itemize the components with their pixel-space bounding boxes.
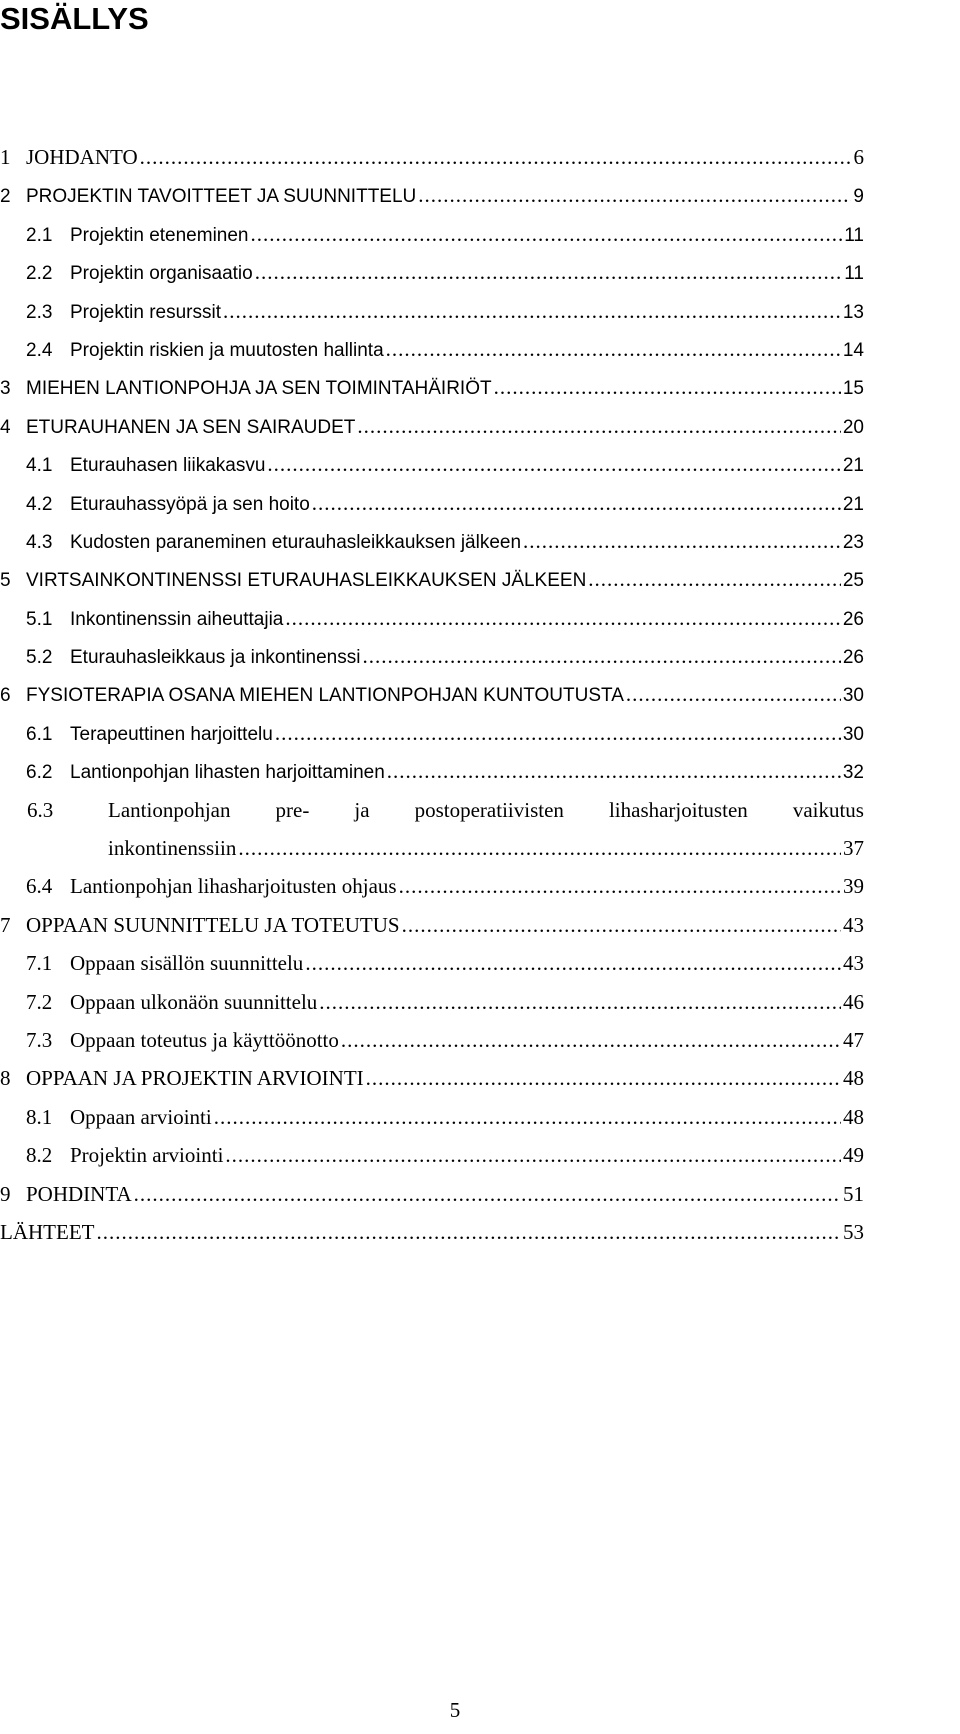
toc-entry-number: 7.1 (26, 951, 53, 976)
toc-entry-word: pre- (275, 797, 310, 822)
toc-entry-word: Lantionpohjan (108, 797, 231, 822)
toc-entry-number: 2.2 (26, 263, 53, 285)
toc-leader-dots (588, 560, 841, 598)
toc-entry-number: 6 (0, 685, 11, 707)
toc-entry-title: Projektin resurssit (70, 301, 221, 323)
toc-entry-word: vaikutus (792, 797, 864, 822)
toc-entry-title: VIRTSAINKONTINENSSI ETURAUHASLEIKKAUKSEN JÄLKEEN (26, 570, 587, 592)
toc-entry-page: 6 (853, 145, 864, 169)
toc-leader-dots (386, 330, 841, 368)
toc-entry[interactable] (0, 1213, 864, 1251)
toc-entry-title: Projektin riskien ja muutosten hallinta (70, 339, 384, 361)
toc-entry[interactable] (0, 176, 864, 214)
toc-entry-number: 7.3 (26, 1028, 53, 1052)
toc-entry-page: 11 (844, 263, 864, 285)
toc-entry-number: 1 (0, 145, 11, 169)
toc-entry-title: Terapeuttinen harjoittelu (70, 723, 273, 745)
toc-entry-number: 7 (0, 912, 11, 937)
toc-leader-dots (366, 1059, 841, 1097)
toc-entry-number: 8.1 (26, 1104, 53, 1129)
toc-entry-page: 32 (842, 762, 864, 784)
toc-entry-number: 5.2 (26, 647, 53, 669)
toc-entry-title: Projektin arviointi (70, 1143, 224, 1168)
toc-leader-dots (251, 215, 843, 253)
toc-entry-number: 2.3 (26, 301, 53, 323)
page-number: 5 (449, 1698, 461, 1722)
toc-leader-dots (402, 906, 841, 944)
toc-entry-title: POHDINTA (26, 1181, 132, 1206)
toc-entry[interactable] (0, 445, 864, 483)
toc-entry-page: 48 (843, 1104, 864, 1129)
toc-entry-title: Lantionpohjan lihasharjoitusten ohjaus (70, 874, 397, 899)
toc-entry[interactable] (0, 1136, 864, 1174)
toc-entry-title: Oppaan arviointi (70, 1104, 212, 1129)
toc-entry-title: FYSIOTERAPIA OSANA MIEHEN LANTIONPOHJAN KUNTOUTUSTA (26, 685, 624, 707)
toc-entry[interactable] (0, 368, 864, 406)
toc-entry-number: 6.3 (27, 797, 54, 822)
toc-entry[interactable] (0, 752, 864, 790)
toc-entry-page: 14 (842, 339, 864, 361)
toc-leader-dots (341, 1021, 841, 1059)
toc-entry-number: 6.2 (26, 762, 53, 784)
toc-entry-title: OPPAAN SUUNNITTELU JA TOTEUTUS (26, 912, 400, 937)
toc-entry-page: 47 (843, 1028, 864, 1052)
toc-entry-number: 5.1 (26, 608, 53, 630)
toc-entry[interactable] (0, 944, 864, 982)
toc-entry-word: lihasharjoitusten (608, 797, 748, 822)
toc-entry-title: JOHDANTO (26, 145, 138, 169)
toc-leader-dots (626, 675, 841, 713)
toc-leader-dots (387, 752, 841, 790)
toc-leader-dots (140, 138, 852, 176)
toc-entry-title: ETURAUHANEN JA SEN SAIRAUDET (26, 416, 356, 438)
toc-entry[interactable] (0, 484, 864, 522)
toc-entry-title: Oppaan sisällön suunnittelu (70, 951, 304, 976)
toc-leader-dots (305, 944, 841, 982)
toc-entry-title: Eturauhasen liikakasvu (70, 455, 266, 477)
toc-entry[interactable] (0, 791, 864, 868)
toc-entry-page: 15 (842, 378, 864, 400)
toc-leader-dots (399, 867, 841, 905)
toc-entry-page: 26 (842, 608, 864, 630)
toc-entry-title: Projektin eteneminen (70, 224, 249, 246)
toc-leader-dots (238, 829, 841, 867)
toc-entry-number: 4 (0, 416, 11, 438)
toc-leader-dots (225, 1136, 841, 1174)
toc-leader-dots (255, 253, 843, 291)
toc-leader-dots (285, 599, 840, 637)
toc-entry[interactable] (0, 867, 864, 905)
toc-leader-dots (275, 714, 841, 752)
toc-entry-title: Inkontinenssin aiheuttajia (70, 608, 284, 630)
toc-entry[interactable] (0, 522, 864, 560)
toc-entry-page: 25 (842, 570, 864, 592)
toc-entry-page: 39 (843, 874, 864, 899)
toc-entry-title (108, 791, 864, 829)
toc-entry[interactable] (0, 675, 864, 713)
toc-entry-page: 51 (843, 1181, 864, 1206)
toc-entry-page: 23 (842, 531, 864, 553)
toc-entry-word: ja (354, 797, 370, 822)
toc-entry-number: 4.2 (26, 493, 53, 515)
toc-entry[interactable] (0, 138, 864, 176)
toc-entry-page: 11 (844, 224, 864, 246)
toc-entry-page: 48 (843, 1066, 864, 1091)
toc-entry[interactable] (0, 906, 864, 944)
toc-entry[interactable] (0, 983, 864, 1021)
toc-entry-page: 43 (843, 951, 864, 976)
toc-entry-page: 13 (842, 301, 864, 323)
toc-leader-dots (362, 637, 840, 675)
toc-entry[interactable] (0, 1059, 864, 1097)
toc-entry[interactable] (0, 407, 864, 445)
toc-entry-page: 46 (843, 989, 864, 1014)
toc-entry-number: 8 (0, 1066, 11, 1091)
toc-entry-number: 3 (0, 378, 11, 400)
toc-entry-title-continued: inkontinenssiin (108, 836, 237, 861)
toc-entry-title: OPPAAN JA PROJEKTIN ARVIOINTI (26, 1066, 364, 1091)
toc-entry-title: Projektin organisaatio (70, 263, 253, 285)
toc-leader-dots (267, 445, 840, 483)
toc-leader-dots (312, 484, 841, 522)
toc-entry-page: 20 (842, 416, 864, 438)
toc-entry[interactable] (0, 253, 864, 291)
toc-leader-dots (418, 176, 851, 214)
toc-entry-number: 2.1 (26, 224, 53, 246)
toc-entry-number: 6.1 (26, 723, 53, 745)
toc-entry-number: 6.4 (26, 874, 53, 899)
toc-entry-word: postoperatiivisten (414, 797, 564, 822)
toc-entry[interactable] (0, 330, 864, 368)
toc-leader-dots (523, 522, 841, 560)
toc-entry[interactable] (0, 292, 864, 330)
toc-entry[interactable] (0, 714, 864, 752)
toc-entry-page: 9 (853, 186, 864, 208)
toc-entry-page: 37 (843, 836, 864, 861)
toc-entry-page: 43 (843, 912, 864, 937)
toc-leader-dots (494, 368, 841, 406)
toc-entry-number: 2 (0, 186, 11, 208)
toc-leader-dots (96, 1213, 841, 1251)
toc-entry-title: LÄHTEET (0, 1219, 95, 1244)
toc-leader-dots (134, 1175, 841, 1213)
toc-entry-title: MIEHEN LANTIONPOHJA JA SEN TOIMINTAHÄIRIÖT (26, 378, 492, 400)
toc-leader-dots (223, 292, 841, 330)
toc-entry-number: 8.2 (26, 1143, 53, 1168)
toc-entry-number: 5 (0, 570, 11, 592)
toc-entry[interactable] (0, 1175, 864, 1213)
toc-leader-dots (319, 983, 841, 1021)
toc-entry-number: 2.4 (26, 339, 53, 361)
toc-entry[interactable] (0, 637, 864, 675)
toc-entry-page: 49 (843, 1143, 864, 1168)
toc-entry[interactable] (0, 215, 864, 253)
toc-entry-number: 7.2 (26, 989, 53, 1014)
toc-entry[interactable] (0, 599, 864, 637)
toc-entry-title: Oppaan ulkonäön suunnittelu (70, 989, 318, 1014)
toc-entry-title: PROJEKTIN TAVOITTEET JA SUUNNITTELU (26, 186, 417, 208)
toc-entry-title: Eturauhassyöpä ja sen hoito (70, 493, 310, 515)
toc-entry-page: 30 (842, 723, 864, 745)
toc-entry-number: 4.1 (26, 455, 53, 477)
toc-entry-number: 9 (0, 1181, 11, 1206)
toc-entry-page: 53 (843, 1219, 864, 1244)
toc-leader-dots (357, 407, 840, 445)
toc-entry-title: Oppaan toteutus ja käyttöönotto (70, 1028, 339, 1052)
page-title: SISÄLLYS (0, 1, 149, 36)
toc-entry[interactable] (0, 560, 864, 598)
toc-entry-number: 4.3 (26, 531, 53, 553)
toc-entry[interactable] (0, 1021, 864, 1059)
toc-entry-page: 21 (842, 455, 864, 477)
toc-entry-page: 26 (842, 647, 864, 669)
toc-leader-dots (214, 1098, 841, 1136)
toc-entry-title: Lantionpohjan lihasten harjoittaminen (70, 762, 385, 784)
table-of-contents (0, 138, 864, 1251)
toc-entry-page: 21 (842, 493, 864, 515)
toc-entry-title: Eturauhasleikkaus ja inkontinenssi (70, 647, 361, 669)
toc-entry[interactable] (0, 1098, 864, 1136)
toc-entry-page: 30 (842, 685, 864, 707)
toc-entry-title: Kudosten paraneminen eturauhasleikkauksen jälkeen (70, 531, 522, 553)
